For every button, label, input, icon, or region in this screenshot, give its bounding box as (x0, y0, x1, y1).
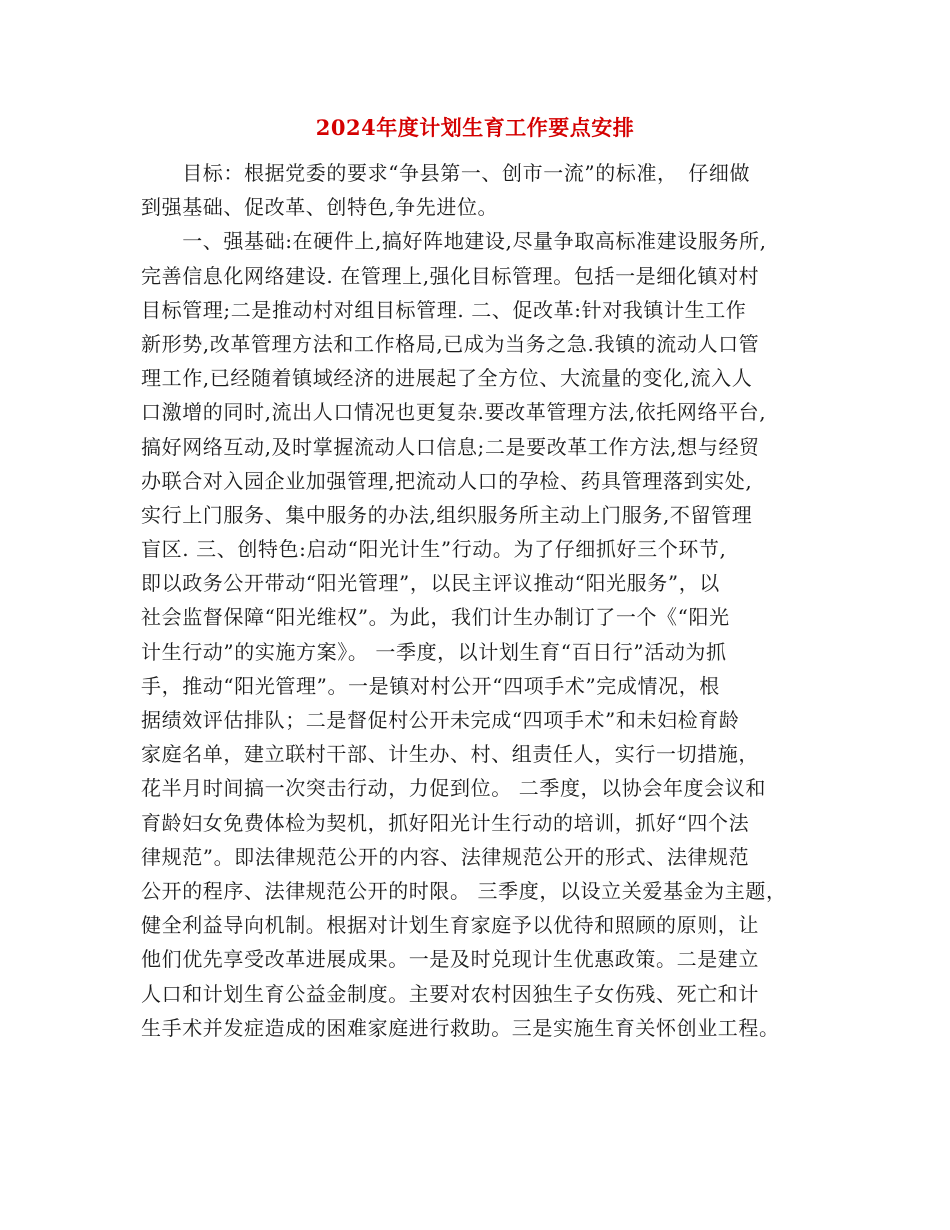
body-line: 实行上门服务、集中服务的办法,组织服务所主动上门服务,不留管理 (141, 502, 753, 527)
body-line: 搞好网络互动,及时掌握流动人口信息;二是要改革工作方法,想与经贸 (141, 434, 760, 459)
body-line: 他们优先享受改革进展成果。一是及时兑现计生优惠政策。二是建立 (141, 947, 759, 972)
body-line: 人口和计划生育公益金制度。主要对农村因独生子女伤残、死亡和计 (141, 981, 759, 1006)
body-line: 手，推动“阳光管理”。一是镇对村公开“四项手术”完成情况，根 (141, 673, 720, 698)
document-title: 2024年度计划生育工作要点安排 (315, 115, 635, 140)
body-line: 办联合对入园企业加强管理,把流动人口的孕检、药具管理落到实处, (141, 468, 753, 493)
body-line: 目标管理;二是推动村对组目标管理. 二、促改革:针对我镇计生工作 (141, 297, 747, 322)
body-line: 律规范”。即法律规范公开的内容、法律规范公开的形式、法律规范 (141, 844, 750, 869)
body-line: 社会监督保障“阳光维权”。为此，我们计生办制订了一个《“阳光 (141, 605, 730, 630)
body-line: 公开的程序、法律规范公开的时限。 三季度，以设立关爱基金为主题， (141, 878, 787, 903)
body-line: 生手术并发症造成的困难家庭进行救助。三是实施生育关怀创业工程。 (141, 1015, 780, 1040)
body-line: 即以政务公开带动“阳光管理”，以民主评议推动“阳光服务”，以 (141, 571, 720, 596)
body-line: 一、强基础:在硬件上,搞好阵地建设,尽量争取高标准建设服务所, (141, 229, 767, 254)
body-line: 健全利益导向机制。根据对计划生育家庭予以优待和照顾的原则，让 (141, 913, 759, 938)
document-body (141, 156, 821, 1045)
body-line: 完善信息化网络建设. 在管理上,强化目标管理。包括一是细化镇对村 (141, 263, 760, 288)
body-line: 新形势,改革管理方法和工作格局,已成为当务之急.我镇的流动人口管 (141, 331, 760, 356)
body-line: 盲区. 三、创特色:启动“阳光计生”行动。为了仔细抓好三个环节, (141, 537, 727, 562)
body-line: 据绩效评估排队；二是督促村公开未完成“四项手术”和未妇检育龄 (141, 708, 740, 732)
body-line: 到强基础、促改革、创特色,争先进位。 (141, 195, 499, 220)
body-line: 理工作,已经随着镇域经济的进展起了全方位、大流量的变化,流入人 (141, 366, 753, 391)
body-line: 计生行动”的实施方案》。 一季度，以计划生育“百日行”活动为抓 (141, 639, 727, 664)
body-line: 目标：根据党委的要求“争县第一、创市一流”的标准， 仔细做 (141, 161, 751, 185)
body-line: 育龄妇女免费体检为契机，抓好阳光计生行动的培训，抓好“四个法 (141, 810, 750, 835)
body-line: 口激增的同时,流出人口情况也更复杂.要改革管理方法,依托网络平台, (141, 400, 767, 425)
body-line: 家庭名单，建立联村干部、计生办、村、组责任人，实行一切措施， (141, 742, 759, 767)
body-line: 花半月时间搞一次突击行动，力促到位。 二季度，以协会年度会议和 (141, 776, 766, 801)
